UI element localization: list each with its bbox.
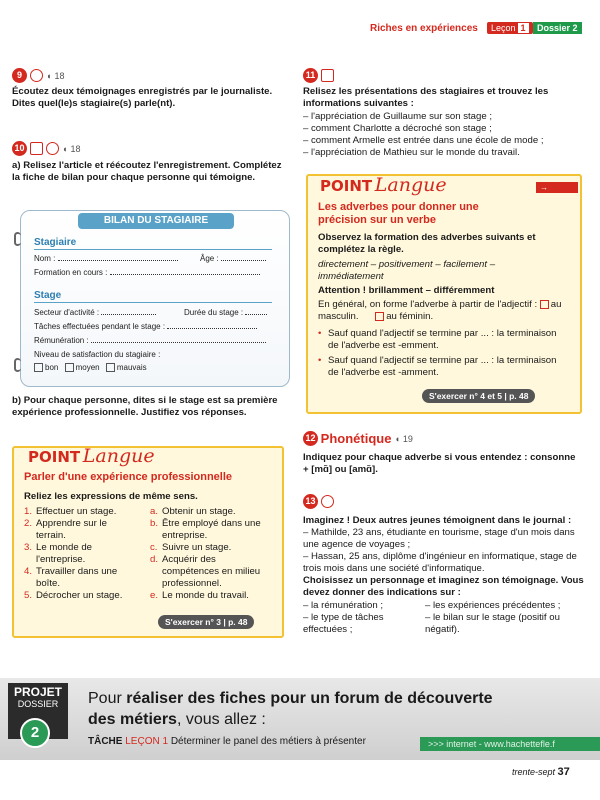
- bilan-options: [34, 363, 147, 372]
- pl2-attention: Attention ! brillamment – différemment: [318, 285, 495, 296]
- ex12-heading: [303, 431, 413, 446]
- list-item: – comment Charlotte a décroché son stage ;: [303, 123, 492, 134]
- banner-text: [88, 688, 493, 730]
- divider: [34, 302, 272, 303]
- track-number: 18: [54, 70, 65, 81]
- masc-label: au masculin.: [318, 299, 562, 322]
- list-item: d. Acquérir des compétences en milieu professionnel.: [150, 554, 261, 589]
- ex13-person-2: – Hassan, 25 ans, diplôme d'ingénieur en informatique, stage de trois mois dans une société d'informatique.: [303, 551, 577, 574]
- projet-label: PROJET: [13, 685, 62, 699]
- ex11-heading: [303, 68, 334, 83]
- tache-label: TÂCHE: [88, 736, 123, 747]
- ex13-person-1: – Mathilde, 23 ans, étudiante en tourisme, stage d'un mois dans une agence de voyages ;: [303, 527, 575, 550]
- ex10-number: 10: [12, 141, 27, 156]
- secteur-label: Secteur d'activité :: [34, 308, 100, 317]
- bilan-section-stage: Stage: [34, 290, 62, 301]
- binder-ring: [14, 358, 21, 372]
- bilan-duree-row: [184, 308, 267, 317]
- checkbox-moyen[interactable]: [65, 363, 74, 372]
- pl2-instruction: Observez la formation des adverbes suivants et complétez la règle.: [318, 232, 536, 255]
- pl1-left-list: [24, 506, 144, 602]
- banner-line1a: Pour: [88, 690, 127, 707]
- bilan-secteur-row: [34, 308, 156, 317]
- ex10-heading: [12, 141, 80, 156]
- lecon-number: 1: [518, 23, 529, 33]
- ex9-text: Écoutez deux témoignages enregistrés par le journaliste. Dites quel(le)s stagiaire(s) parle(nt).: [12, 86, 273, 109]
- speaker-icon: ◖: [394, 433, 400, 444]
- opt-mauvais: mauvais: [116, 363, 147, 372]
- age-field[interactable]: [221, 260, 266, 261]
- secteur-field[interactable]: [101, 314, 156, 315]
- pl2-sauf1: • Sauf quand l'adjectif se termine par ... : la terminaison de l'adverbe est -emment.: [318, 328, 557, 351]
- tache-lecon: LEÇON 1: [125, 736, 169, 747]
- list-item: – le bilan sur le stage (positif ou négatif).: [425, 612, 560, 635]
- list-item: 2. Apprendre sur le terrain.: [24, 518, 107, 541]
- divider: [34, 249, 272, 250]
- pl2-heading: [320, 174, 447, 196]
- pl2-langue: Langue: [374, 174, 447, 196]
- pl2-rule: [318, 299, 573, 323]
- duree-field[interactable]: [245, 314, 267, 315]
- pl2-point: POINT: [320, 177, 373, 195]
- ex9-heading: [12, 68, 64, 83]
- nom-field[interactable]: [58, 260, 178, 261]
- taches-label: Tâches effectuées pendant le stage :: [34, 322, 166, 331]
- ex13-col1: [303, 600, 418, 636]
- list-item: – l'appréciation de Guillaume sur son stage ;: [303, 111, 493, 122]
- list-item: 4. Travailler dans une boîte.: [24, 566, 118, 589]
- checkbox-bon[interactable]: [34, 363, 43, 372]
- ear-icon: [30, 69, 43, 82]
- pl1-subtitle: Parler d'une expérience professionnelle: [24, 471, 233, 483]
- exercer-link-1[interactable]: S'exercer n° 3 | p. 48: [158, 615, 254, 629]
- book-icon: [30, 142, 43, 155]
- page-num: 37: [557, 766, 570, 778]
- book-icon: [321, 69, 334, 82]
- ear-icon: [46, 142, 59, 155]
- bilan-remuneration-row: [34, 336, 266, 345]
- fem-label: au féminin.: [386, 311, 434, 322]
- page-word: trente-sept: [512, 767, 556, 777]
- ex11-list: [303, 111, 593, 159]
- taches-field[interactable]: [167, 328, 257, 329]
- tache-text: Déterminer le panel des métiers à présenter: [170, 736, 366, 747]
- ex12-title: Phonétique: [320, 431, 392, 446]
- banner-line2a: des métiers: [88, 711, 177, 728]
- pl2-examples: directement – positivement – facilement – immédiatement: [318, 259, 496, 282]
- bilan-taches-row: [34, 322, 257, 331]
- bilan-niveau-label: Niveau de satisfaction du stagiaire :: [34, 350, 161, 359]
- speaker-icon: ◖: [62, 143, 68, 154]
- ex12-number: 12: [303, 431, 318, 446]
- formation-label: Formation en cours :: [34, 268, 108, 277]
- list-item: 5. Décrocher un stage.: [24, 590, 123, 601]
- ref-tag: →: [536, 182, 578, 193]
- pl2-sauf2: • Sauf quand l'adjectif se termine par ... : la terminaison de l'adverbe est -amment.: [318, 355, 557, 378]
- ex9-number: 9: [12, 68, 27, 83]
- bilan-section-stagiaire: Stagiaire: [34, 237, 77, 248]
- remuneration-field[interactable]: [91, 342, 266, 343]
- list-item: 1. Effectuer un stage.: [24, 506, 117, 517]
- opt-bon: bon: [45, 363, 59, 372]
- blank-fem[interactable]: [375, 312, 384, 321]
- running-title: Riches en expériences: [370, 23, 478, 34]
- list-item: – l'appréciation de Mathieu sur le monde du travail.: [303, 147, 520, 158]
- list-item: – la rémunération ;: [303, 600, 383, 611]
- blank-masc[interactable]: [540, 300, 549, 309]
- pl1-langue: Langue: [82, 445, 155, 467]
- ex11-intro: Relisez les présentations des stagiaires et trouvez les informations suivantes :: [303, 86, 549, 109]
- ex13-intro: Imaginez ! Deux autres jeunes témoignent dans le journal :: [303, 515, 572, 526]
- nom-label: Nom :: [34, 254, 56, 263]
- list-item: e. Le monde du travail.: [150, 590, 249, 601]
- page-number: [512, 766, 570, 778]
- track-number: 19: [402, 433, 413, 444]
- bilan-age-row: [200, 254, 266, 263]
- pl1-instruction: Reliez les expressions de même sens.: [24, 491, 198, 502]
- list-item: c. Suivre un stage.: [150, 542, 232, 553]
- remuneration-label: Rémunération :: [34, 336, 89, 345]
- pl1-right-list: [150, 506, 275, 602]
- rule-intro: En général, on forme l'adverbe à partir de l'adjectif :: [318, 299, 538, 310]
- lecon-tag: [487, 22, 533, 34]
- list-item: 3. Le monde de l'entreprise.: [24, 542, 93, 565]
- banner-line2b: , vous allez :: [176, 711, 266, 728]
- bilan-title: BILAN DU STAGIAIRE: [78, 213, 234, 229]
- list-item: a. Obtenir un stage.: [150, 506, 236, 517]
- tache-row: [88, 736, 366, 747]
- dossier-tag: Dossier 2: [533, 22, 582, 34]
- bilan-nom-row: [34, 254, 178, 263]
- list-item: b. Être employé dans une entreprise.: [150, 518, 261, 541]
- ex13-heading: [303, 494, 334, 509]
- duree-label: Durée du stage :: [184, 308, 244, 317]
- list-item: – comment Armelle est entrée dans une école de mode ;: [303, 135, 544, 146]
- formation-field[interactable]: [110, 274, 260, 275]
- pl2-subtitle: Les adverbes pour donner une précision sur un verbe: [318, 201, 479, 226]
- binder-ring: [14, 232, 21, 246]
- bullet: •: [318, 355, 322, 366]
- exercer-link-2[interactable]: S'exercer n° 4 et 5 | p. 48: [422, 389, 535, 403]
- track-number: 18: [70, 143, 81, 154]
- pencil-icon: [321, 495, 334, 508]
- bilan-formation-row: [34, 268, 260, 277]
- ex13-choose: Choisissez un personnage et imaginez son témoignage. Vous devez donner des indications sur :: [303, 575, 584, 598]
- dossier-label: DOSSIER: [17, 699, 59, 709]
- opt-moyen: moyen: [75, 363, 100, 372]
- pl1-heading: [28, 445, 155, 467]
- ex11-number: 11: [303, 68, 318, 83]
- projet-number: 2: [20, 718, 50, 748]
- banner-line1b: réaliser des fiches pour un forum de découverte: [126, 690, 493, 707]
- ex13-col2: [425, 600, 593, 636]
- list-item: – le type de tâches effectuées ;: [303, 612, 384, 635]
- bullet: •: [318, 328, 322, 339]
- pl1-point: POINT: [28, 448, 81, 466]
- list-item: – les expériences précédentes ;: [425, 600, 561, 611]
- checkbox-mauvais[interactable]: [106, 363, 115, 372]
- ex13-number: 13: [303, 494, 318, 509]
- internet-link[interactable]: >>> internet - www.hachettefle.f: [420, 737, 600, 751]
- lecon-label: Leçon: [491, 23, 516, 33]
- speaker-icon: ◖: [46, 70, 52, 81]
- ex10-a-text: a) Relisez l'article et réécoutez l'enregistrement. Complétez la fiche de bilan pour chaque personne qui témoigne.: [12, 160, 282, 183]
- age-label: Âge :: [200, 254, 219, 263]
- ex12-text: Indiquez pour chaque adverbe si vous entendez : consonne + [mɑ̃] ou [amɑ̃].: [303, 452, 576, 475]
- ex10-b-text: b) Pour chaque personne, dites si le stage est sa première expérience professionnelle. Justifiez vos réponses.: [12, 395, 278, 418]
